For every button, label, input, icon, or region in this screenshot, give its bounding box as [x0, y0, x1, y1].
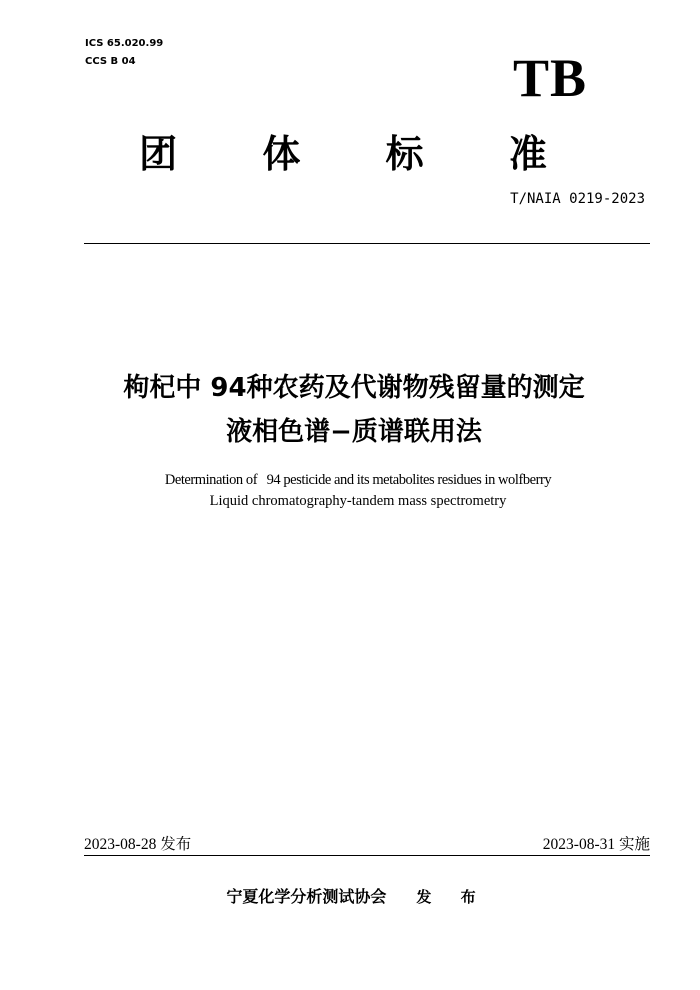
top-divider: [84, 243, 650, 244]
standard-number: T/NAIA 0219-2023: [510, 191, 645, 207]
ics-code: ICS 65.020.99: [85, 38, 164, 49]
tb-logo: TB: [513, 48, 588, 108]
chinese-title-line-2: 液相色谱−质谱联用法: [226, 417, 482, 447]
ccs-code: CCS B 04: [85, 56, 136, 67]
publisher-line: [0, 886, 700, 908]
implementation-date: 2023-08-31 实施: [542, 836, 650, 853]
standard-type-heading: 团 体 标 准: [139, 132, 583, 176]
issue-date: 2023-08-28 发布: [84, 836, 192, 853]
publisher-name: 宁夏化学分析测试协会: [226, 887, 387, 906]
bottom-divider: [84, 855, 650, 856]
english-title-line-2: Liquid chromatography-tandem mass spectrometry: [209, 493, 507, 509]
chinese-title-line-1: 枸杞中 94种农药及代谢物残留量的测定: [123, 373, 585, 403]
english-title-line-1: Determination of 94 pesticide and its metabolites residues in wolfberry: [164, 472, 552, 488]
publish-label: 发 布: [416, 888, 488, 906]
